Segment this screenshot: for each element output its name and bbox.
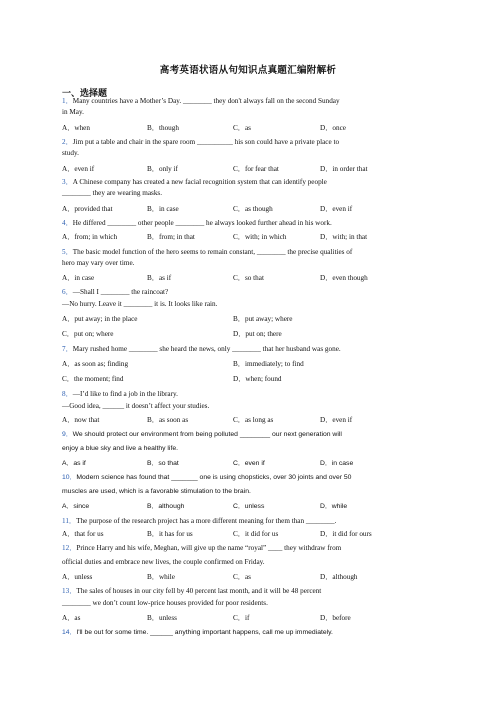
question-number: 7．	[62, 345, 73, 353]
option-c[interactable]: C．so that	[233, 274, 264, 282]
question-text: Modern science has found that _______ one is using chopsticks, over 30 joints and over 50	[76, 474, 352, 481]
question-number: 3．	[62, 178, 73, 186]
question-text: —Shall I ________ the raincoat?	[72, 288, 169, 296]
option-a[interactable]: A．provided that	[62, 205, 113, 213]
option-b[interactable]: B．unless	[147, 614, 177, 622]
option-b[interactable]: B．while	[147, 573, 175, 581]
question-number: 4．	[62, 219, 73, 227]
option-a[interactable]: A．when	[62, 124, 90, 132]
question-number: 2．	[62, 138, 73, 146]
option-b[interactable]: B．it has for us	[147, 530, 193, 538]
question-text: A Chinese company has created a new facial recognition system that can identify people	[72, 178, 327, 186]
question-text: We should protect our environment from being polluted ________ our next generation will	[72, 431, 342, 438]
question-text: Prince Harry and his wife, Meghan, will give up the name “royal” ____ they withdraw from	[76, 544, 342, 552]
question-continuation: study.	[62, 149, 79, 157]
option-b[interactable]: B．as if	[147, 274, 172, 282]
question-number: 10．	[62, 474, 77, 481]
option-a[interactable]: A．as soon as; finding	[62, 360, 129, 368]
question-number: 9．	[62, 431, 73, 438]
option-c[interactable]: C．as	[233, 573, 251, 581]
option-a[interactable]: A．in case	[62, 274, 95, 282]
question-5	[62, 248, 352, 257]
question-number: 6．	[62, 288, 73, 296]
option-b[interactable]: B．only if	[147, 165, 178, 173]
option-a[interactable]: A．as if	[62, 460, 86, 467]
question-continuation: —No hurry. Leave it ________ it is. It looks like rain.	[62, 300, 218, 308]
question-continuation: —Good idea, ______ it doesn’t affect your studies.	[62, 402, 210, 410]
option-d[interactable]: D．even if	[320, 416, 353, 424]
option-a[interactable]: A．unless	[62, 573, 93, 581]
option-a[interactable]: A．from; in which	[62, 233, 118, 241]
option-d[interactable]: D．put on; there	[233, 330, 282, 338]
question-continuation: ________ they are wearing masks.	[62, 189, 163, 197]
question-number: 1．	[62, 97, 73, 105]
option-a[interactable]: A．put away; in the place	[62, 315, 138, 323]
option-d[interactable]: D．when; found	[233, 375, 282, 383]
option-d[interactable]: D．in case	[320, 460, 354, 467]
question-continuation: ________ we don’t count low-price houses provided for poor residents.	[62, 599, 268, 607]
option-b[interactable]: B．from; in that	[147, 233, 195, 241]
question-continuation: enjoy a blue sky and live a healthy life.	[62, 445, 178, 452]
question-text: —I’d like to find a job in the library.	[72, 390, 178, 398]
question-10	[62, 473, 351, 482]
option-b[interactable]: B．although	[147, 503, 185, 510]
option-a[interactable]: A．even if	[62, 165, 95, 173]
option-b[interactable]: B．so that	[147, 460, 179, 467]
option-c[interactable]: C．for fear that	[233, 165, 279, 173]
question-4	[62, 219, 332, 228]
option-c[interactable]: C．as though	[233, 205, 273, 213]
question-text: The basic model function of the hero seems to remain constant, ________ the precise qualities of	[72, 248, 353, 256]
question-13	[62, 587, 321, 596]
page-title: 高考英语状语从句知识点真题汇编附解析	[159, 66, 337, 76]
option-c[interactable]: C．with; in which	[233, 233, 287, 241]
question-text: Jim put a table and chair in the spare room __________ his son could have a private place to	[72, 138, 340, 146]
option-c[interactable]: C．the moment; find	[62, 375, 124, 383]
question-text: The purpose of the research project has a more different meaning for them than ________.	[76, 517, 337, 525]
question-1	[62, 97, 340, 106]
question-2	[62, 138, 339, 147]
option-a[interactable]: A．as	[62, 614, 81, 622]
question-text: I'll be out for some time. ______ anything important happens, call me up immediately.	[76, 629, 333, 636]
question-text: He differed ________ other people ________ he always looked further ahead in his work.	[72, 219, 332, 227]
option-c[interactable]: C．if	[233, 614, 250, 622]
option-a[interactable]: A．now that	[62, 416, 100, 424]
option-d[interactable]: D．while	[320, 503, 348, 510]
question-12	[62, 544, 341, 553]
option-b[interactable]: B．immediately; to find	[233, 360, 304, 368]
option-c[interactable]: C．as	[233, 124, 251, 132]
option-d[interactable]: D．with; in that	[320, 233, 368, 241]
question-8	[62, 390, 178, 399]
question-continuation: official duties and embrace new lives, the couple confirmed on Friday.	[62, 558, 265, 566]
option-d[interactable]: D．in order that	[320, 165, 368, 173]
option-b[interactable]: B．though	[147, 124, 179, 132]
question-9	[62, 430, 342, 439]
option-c[interactable]: C．put on; where	[62, 330, 114, 338]
option-c[interactable]: C．even if	[233, 460, 265, 467]
question-number: 13．	[62, 587, 77, 595]
option-c[interactable]: C．as long as	[233, 416, 274, 424]
question-14	[62, 628, 333, 637]
option-c[interactable]: C．unless	[233, 503, 265, 510]
question-number: 12．	[62, 544, 77, 552]
option-a[interactable]: A．since	[62, 503, 90, 510]
option-d[interactable]: D．although	[320, 573, 358, 581]
option-b[interactable]: B．put away; where	[233, 315, 293, 323]
option-b[interactable]: B．as soon as	[147, 416, 189, 424]
option-d[interactable]: D．even if	[320, 205, 353, 213]
question-number: 11．	[62, 517, 77, 525]
question-3	[62, 178, 327, 187]
option-d[interactable]: D．once	[320, 124, 346, 132]
question-continuation: hero may vary over time.	[62, 259, 135, 267]
option-c[interactable]: C．it did for us	[233, 530, 279, 538]
question-6	[62, 288, 168, 297]
question-number: 8．	[62, 390, 73, 398]
question-continuation: muscles are used, which is a favorable stimulation to the brain.	[62, 488, 251, 495]
option-d[interactable]: D．even though	[320, 274, 368, 282]
question-7	[62, 345, 341, 354]
question-11	[62, 517, 336, 526]
question-text: Many countries have a Mother’s Day. ________ they don't always fall on the second Sunday	[72, 97, 340, 105]
option-b[interactable]: B．in case	[147, 205, 179, 213]
question-text: Mary rushed home ________ she heard the news, only ________ that her husband was gone.	[72, 345, 341, 353]
question-text: The sales of houses in our city fell by 40 percent last month, and it will be 48 percent	[76, 587, 322, 595]
option-a[interactable]: A．that for us	[62, 530, 104, 538]
question-number: 5．	[62, 248, 73, 256]
question-number: 14．	[62, 629, 77, 636]
option-d[interactable]: D．it did for ours	[320, 530, 372, 538]
section-heading: 一、选择题	[62, 88, 108, 98]
question-continuation: in May.	[62, 108, 84, 116]
option-d[interactable]: D．before	[320, 614, 351, 622]
